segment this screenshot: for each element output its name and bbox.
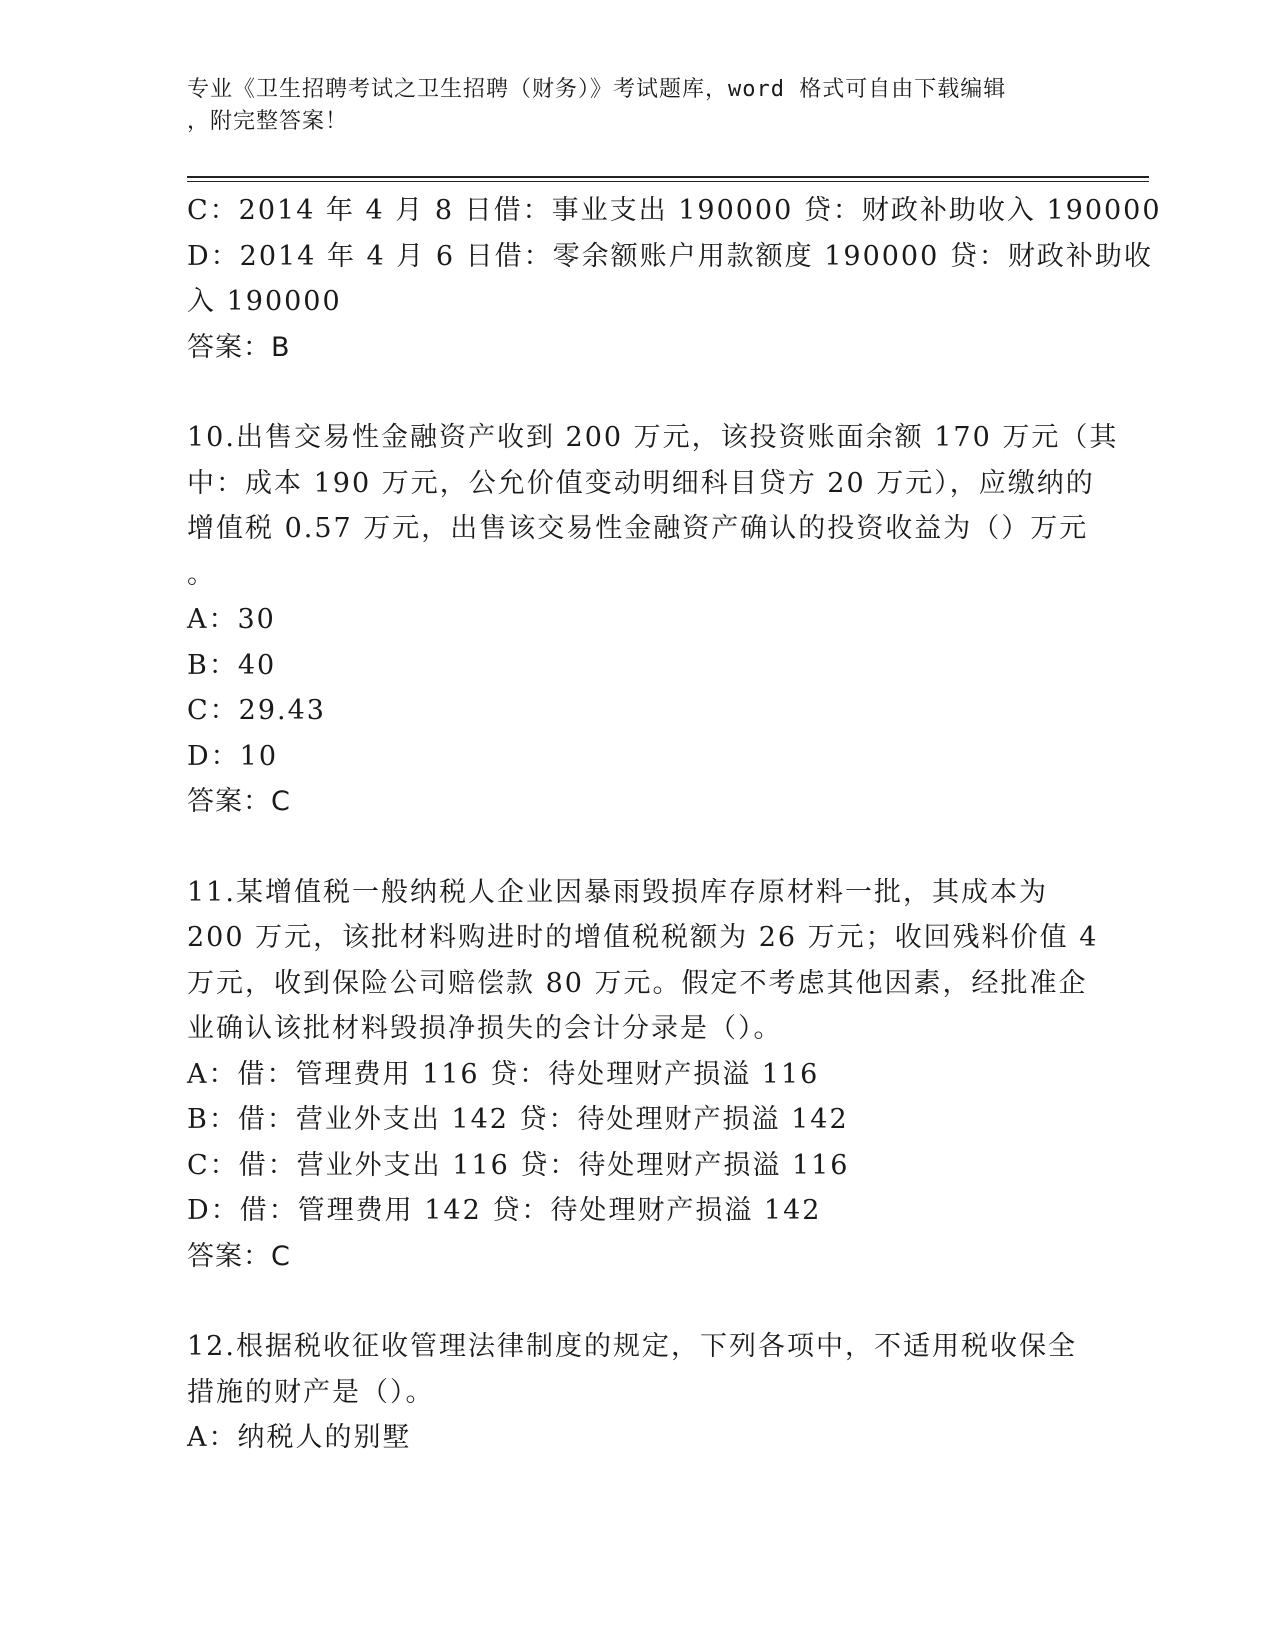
question-stem-line: 万元，收到保险公司赔偿款 80 万元。假定不考虑其他因素，经批准企 <box>187 967 1088 999</box>
question-11 <box>187 870 1099 1280</box>
question-stem-line: 中：成本 190 万元，公允价值变动明细科目贷方 20 万元），应缴纳的 <box>187 467 1095 499</box>
question-stem-line: 。 <box>187 558 216 590</box>
option-line: D：2014 年 4 月 6 日借：零余额账户用款额度 190000 贷：财政补助收 <box>187 240 1153 272</box>
option-line: C：2014 年 4 月 8 日借：事业支出 190000 贷：财政补助收入 190000 <box>187 195 1162 226</box>
header-divider-thick <box>187 176 1149 178</box>
option-a: A：纳税人的别墅 <box>187 1422 412 1453</box>
option-c: C：借：营业外支出 116 贷：待处理财产损溢 116 <box>187 1149 850 1181</box>
spacer <box>187 370 1067 415</box>
option-b: B：40 <box>187 649 277 681</box>
option-d: D：借：管理费用 142 贷：待处理财产损溢 142 <box>187 1195 822 1226</box>
question-stem-line: 12.根据税收征收管理法律制度的规定，下列各项中，不适用税收保全 <box>187 1331 1077 1362</box>
option-b: B：借：营业外支出 142 贷：待处理财产损溢 142 <box>187 1104 849 1135</box>
question-12 <box>187 1324 1077 1461</box>
previous-question-tail <box>187 188 1162 370</box>
option-a: A：30 <box>187 604 276 635</box>
question-stem-line: 增值税 0.57 万元，出售该交易性金融资产确认的投资收益为（）万元 <box>187 513 1089 544</box>
question-stem-line: 10.出售交易性金融资产收到 200 万元，该投资账面余额 170 万元（其 <box>187 422 1119 453</box>
spacer <box>187 825 1067 870</box>
spacer <box>187 1279 1067 1324</box>
question-10 <box>187 415 1119 825</box>
question-stem-line: 业确认该批材料毁损净损失的会计分录是（）。 <box>187 1013 783 1044</box>
answer-line: 答案：B <box>187 331 291 363</box>
question-stem-line: 200 万元，该批材料购进时的增值税税额为 26 万元；收回残料价值 4 <box>187 922 1099 953</box>
header-line-2: ，附完整答案！ <box>187 109 349 134</box>
answer-line: 答案：C <box>187 786 291 817</box>
document-header <box>187 74 1067 138</box>
question-content <box>187 188 1162 1461</box>
header-divider-thin <box>187 181 1149 182</box>
option-line: 入 190000 <box>187 286 342 317</box>
option-d: D：10 <box>187 740 279 772</box>
option-a: A：借：管理费用 116 贷：待处理财产损溢 116 <box>187 1058 820 1090</box>
question-stem-line: 11.某增值税一般纳税人企业因暴雨毁损库存原材料一批，其成本为 <box>187 876 1048 908</box>
header-line-1: 专业《卫生招聘考试之卫生招聘（财务）》考试题库，word 格式可自由下载编辑 <box>187 77 1007 102</box>
question-stem-line: 措施的财产是（）。 <box>187 1376 435 1408</box>
answer-line: 答案：C <box>187 1240 291 1272</box>
option-c: C：29.43 <box>187 695 326 726</box>
